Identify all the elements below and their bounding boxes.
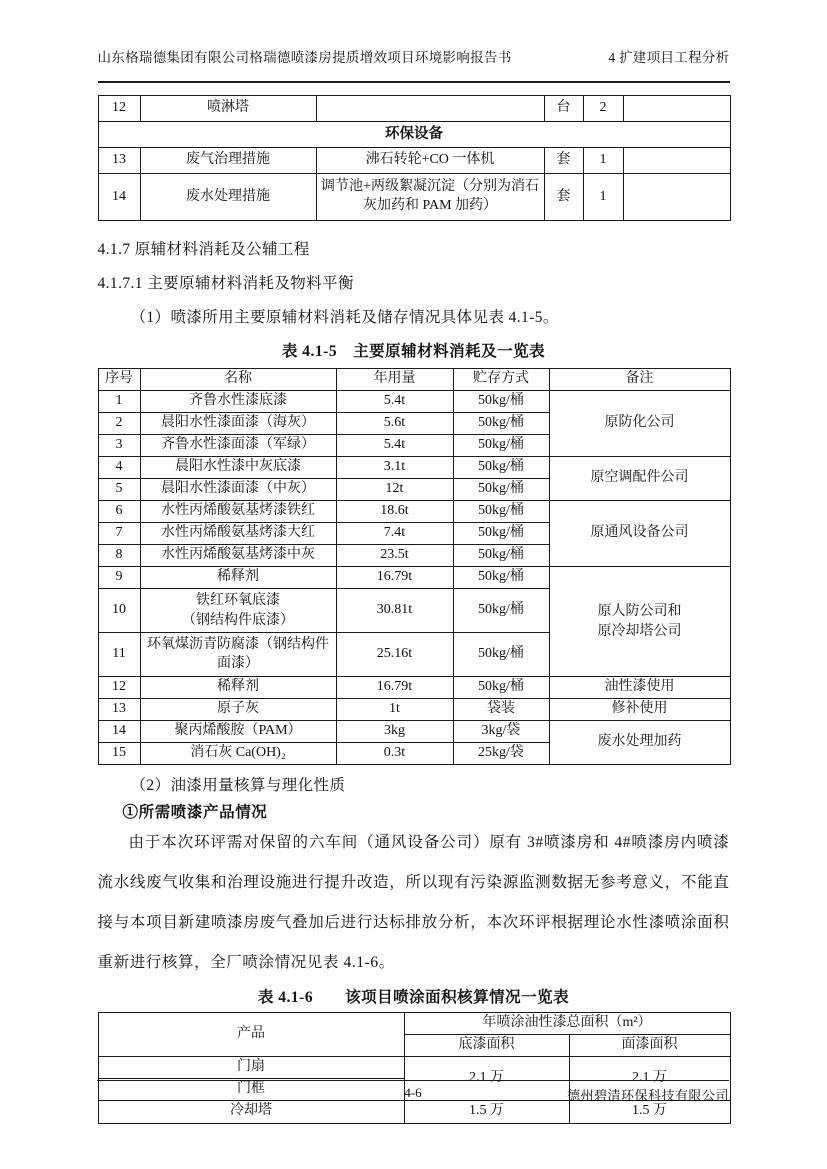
material-name: 原子灰	[140, 699, 336, 721]
table-row	[98, 699, 730, 721]
material-name: 晨阳水性漆面漆（中灰）	[140, 479, 336, 501]
storage-method: 50kg/桶	[453, 589, 549, 633]
equipment-unit: 台	[544, 96, 583, 122]
annual-usage: 25.16t	[336, 633, 453, 677]
equipment-remark	[623, 148, 730, 174]
table-row	[98, 391, 730, 413]
coating-header-row-1	[98, 1013, 730, 1035]
annual-usage: 3kg	[336, 721, 453, 743]
material-name: 稀释剂	[140, 677, 336, 699]
equipment-row	[98, 96, 730, 122]
row-no: 6	[98, 501, 140, 523]
equipment-name: 喷淋塔	[140, 96, 316, 122]
equipment-remark	[623, 174, 730, 221]
annual-usage: 16.79t	[336, 677, 453, 699]
body-paragraph: 由于本次环评需对保留的六车间（通风设备公司）原有 3#喷漆房和 4#喷漆房内喷漆流水线废气收集和治理设施进行提升改造，所以现有污染源监测数据无参考意义，不能直接与本项目新建喷漆房废气叠加后进行达标排放分析，本次环评根据理论水性漆喷涂面积重新进行核算，全厂喷涂情况见表 4.1-6。	[97, 834, 730, 971]
remark-merged	[549, 567, 730, 677]
storage-method: 50kg/桶	[453, 677, 549, 699]
footer-page-number: 4-6	[404, 1085, 422, 1100]
storage-method: 50kg/桶	[453, 457, 549, 479]
product-name: 门扇	[98, 1056, 404, 1078]
paragraph-2-heading: （2）油漆用量核算与理化性质	[130, 777, 346, 794]
col-header-remark: 备注	[549, 369, 730, 391]
material-name-line-2: （钢结构件底漆）	[182, 612, 294, 628]
annual-usage: 30.81t	[336, 589, 453, 633]
coating-area-table	[98, 1012, 731, 1124]
section-heading-417: 4.1.7 原辅材料消耗及公辅工程	[97, 241, 310, 258]
material-name: 齐鲁水性漆面漆（军绿）	[140, 435, 336, 457]
col-header-no: 序号	[98, 369, 140, 391]
col-header-storage: 贮存方式	[453, 369, 549, 391]
material-name: 水性丙烯酸氨基烤漆中灰	[140, 545, 336, 567]
section-header: 环保设备	[98, 122, 730, 148]
row-no: 15	[98, 743, 140, 765]
remark: 油性漆使用	[549, 677, 730, 699]
col-header-usage: 年用量	[336, 369, 453, 391]
row-no: 8	[98, 545, 140, 567]
row-no: 12	[98, 677, 140, 699]
table-row	[98, 457, 730, 479]
annual-usage: 5.4t	[336, 391, 453, 413]
row-no: 13	[98, 148, 140, 174]
table6-title: 表 4.1-6 该项目喷涂面积核算情况一览表	[257, 989, 570, 1006]
remark-line-2: 原冷却塔公司	[597, 623, 682, 639]
paragraph-1: （1）喷漆所用主要原辅材料消耗及储存情况具体见表 4.1-5。	[130, 309, 559, 326]
equipment-qty: 2	[583, 96, 623, 122]
storage-method: 50kg/桶	[453, 435, 549, 457]
row-no: 3	[98, 435, 140, 457]
storage-method: 50kg/桶	[453, 413, 549, 435]
equipment-section-row	[98, 122, 730, 148]
row-no: 9	[98, 567, 140, 589]
remark: 修补使用	[549, 699, 730, 721]
material-name: 环氧煤沥青防腐漆（钢结构件面漆）	[140, 633, 336, 677]
equipment-row	[98, 174, 730, 221]
storage-method: 50kg/桶	[453, 567, 549, 589]
remark-merged: 原空调配件公司	[549, 457, 730, 501]
equipment-qty: 1	[583, 148, 623, 174]
row-no: 10	[98, 589, 140, 633]
annual-usage: 12t	[336, 479, 453, 501]
equipment-desc: 沸石转轮+CO 一体机	[316, 148, 544, 174]
row-no: 4	[98, 457, 140, 479]
material-name	[140, 589, 336, 633]
annual-usage: 5.6t	[336, 413, 453, 435]
row-no: 11	[98, 633, 140, 677]
materials-table	[98, 368, 731, 765]
annual-usage: 1t	[336, 699, 453, 721]
material-name: 水性丙烯酸氨基烤漆铁红	[140, 501, 336, 523]
material-name: 聚丙烯酸胺（PAM）	[140, 721, 336, 743]
table-row	[98, 721, 730, 743]
col-header-primer-area: 底漆面积	[404, 1034, 569, 1056]
row-no: 12	[98, 96, 140, 122]
material-name: 晨阳水性漆中灰底漆	[140, 457, 336, 479]
remark-merged: 废水处理加药	[549, 721, 730, 765]
page-content	[98, 0, 730, 1124]
equipment-qty: 1	[583, 174, 623, 221]
row-no: 5	[98, 479, 140, 501]
primer-area-value: 2.1 万	[404, 1056, 569, 1100]
equipment-unit: 套	[544, 174, 583, 221]
topcoat-area-value: 1.5 万	[569, 1100, 730, 1123]
storage-method: 25kg/袋	[453, 743, 549, 765]
annual-usage: 7.4t	[336, 523, 453, 545]
annual-usage: 18.6t	[336, 501, 453, 523]
row-no: 13	[98, 699, 140, 721]
row-no: 2	[98, 413, 140, 435]
remark-merged: 原防化公司	[549, 391, 730, 457]
equipment-remark	[623, 96, 730, 122]
equipment-desc	[316, 96, 544, 122]
material-name: 消石灰 Ca(OH)₂	[140, 743, 336, 765]
col-header-total-area: 年喷涂油性漆总面积（m²）	[404, 1013, 730, 1035]
sub-heading-spray-products: ①所需喷漆产品情况	[122, 804, 268, 821]
page-header	[98, 46, 730, 83]
equipment-name: 废水处理措施	[140, 174, 316, 221]
equipment-name: 废气治理措施	[140, 148, 316, 174]
header-report-title: 山东格瑞德集团有限公司格瑞德喷漆房提质增效项目环境影响报告书	[97, 50, 512, 65]
annual-usage: 3.1t	[336, 457, 453, 479]
equipment-row	[98, 148, 730, 174]
storage-method: 50kg/桶	[453, 391, 549, 413]
col-header-name: 名称	[140, 369, 336, 391]
table-row	[98, 567, 730, 589]
remark-line-1: 原人防公司和	[597, 603, 682, 619]
materials-header-row	[98, 369, 730, 391]
row-no: 14	[98, 721, 140, 743]
material-name: 晨阳水性漆面漆（海灰）	[140, 413, 336, 435]
storage-method: 袋装	[453, 699, 549, 721]
storage-method: 50kg/桶	[453, 501, 549, 523]
table5-title: 表 4.1-5 主要原辅材料消耗及一览表	[281, 343, 546, 360]
annual-usage: 5.4t	[336, 435, 453, 457]
section-heading-4171: 4.1.7.1 主要原辅材料消耗及物料平衡	[97, 275, 354, 292]
table-row	[98, 1056, 730, 1078]
material-name-line-1: 铁红环氧底漆	[196, 592, 280, 608]
annual-usage: 16.79t	[336, 567, 453, 589]
storage-method: 3kg/袋	[453, 721, 549, 743]
annual-usage: 23.5t	[336, 545, 453, 567]
storage-method: 50kg/桶	[453, 523, 549, 545]
topcoat-area-value: 2.1 万	[569, 1056, 730, 1100]
row-no: 14	[98, 174, 140, 221]
material-name: 水性丙烯酸氨基烤漆大红	[140, 523, 336, 545]
storage-method: 50kg/桶	[453, 545, 549, 567]
product-name: 门框	[98, 1078, 404, 1100]
header-chapter-title: 4 扩建项目工程分析	[608, 50, 730, 65]
storage-method: 50kg/桶	[453, 479, 549, 501]
equipment-desc: 调节池+两级絮凝沉淀（分别为消石灰加药和 PAM 加药）	[316, 174, 544, 221]
table-row	[98, 677, 730, 699]
annual-usage: 0.3t	[336, 743, 453, 765]
equipment-table-continued	[98, 95, 731, 221]
material-name: 齐鲁水性漆底漆	[140, 391, 336, 413]
row-no: 1	[98, 391, 140, 413]
material-name: 稀释剂	[140, 567, 336, 589]
col-header-product: 产品	[98, 1013, 404, 1057]
row-no: 7	[98, 523, 140, 545]
table-row	[98, 501, 730, 523]
product-name: 冷却塔	[98, 1100, 404, 1123]
storage-method: 50kg/桶	[453, 633, 549, 677]
equipment-unit: 套	[544, 148, 583, 174]
primer-area-value: 1.5 万	[404, 1100, 569, 1123]
col-header-topcoat-area: 面漆面积	[569, 1034, 730, 1056]
remark-merged: 原通风设备公司	[549, 501, 730, 567]
footer-company-name: 德州碧清环保科技有限公司	[566, 1088, 729, 1103]
